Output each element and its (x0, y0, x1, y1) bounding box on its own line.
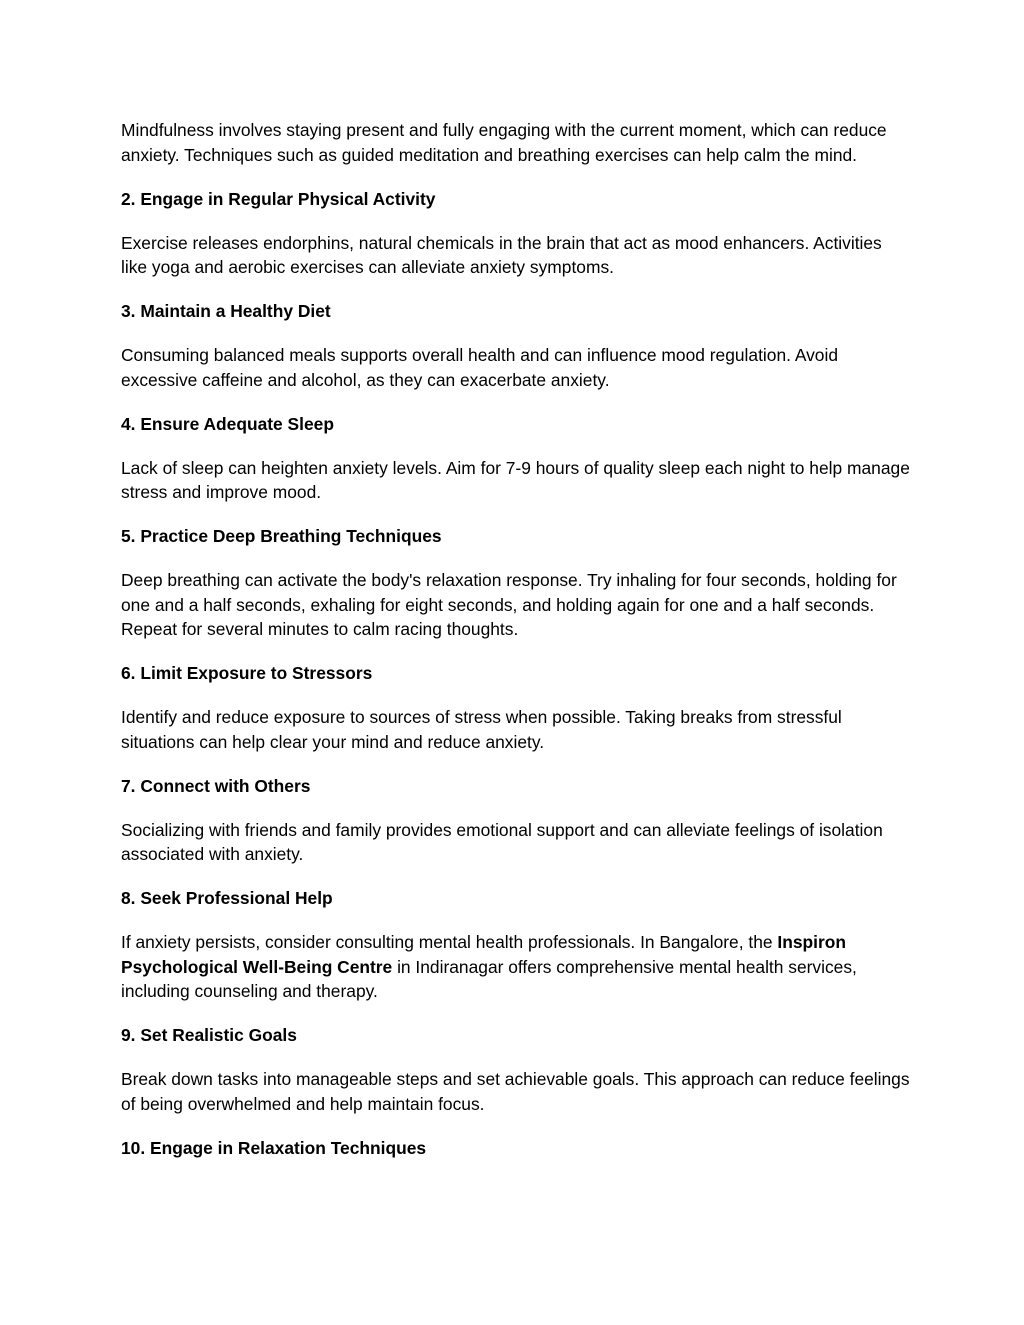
heading-healthy-diet: 3. Maintain a Healthy Diet (121, 301, 331, 321)
deep-breathing-paragraph: Deep breathing can activate the body's relaxation response. Try inhaling for four seconds, holding for one and a half seconds, exhaling for eight seconds, and holding again for one and a half seconds. Repeat for several minutes to calm racing thoughts. (121, 570, 897, 639)
professional-help-text-before: If anxiety persists, consider consulting mental health professionals. In Bangalore, the (121, 932, 778, 952)
physical-activity-paragraph: Exercise releases endorphins, natural chemicals in the brain that act as mood enhancers. Activities like yoga and aerobic exercises can alleviate anxiety symptoms. (121, 232, 882, 277)
healthy-diet-paragraph: Consuming balanced meals supports overall health and can influence mood regulation. Avoid excessive caffeine and alcohol, as they can exacerbate anxiety. (121, 345, 839, 390)
heading-professional-help: 8. Seek Professional Help (121, 888, 333, 908)
document-page (121, 118, 911, 1180)
professional-help-paragraph (121, 930, 911, 1004)
connect-others-paragraph: Socializing with friends and family provides emotional support and can alleviate feelings of isolation associated with anxiety. (121, 819, 883, 864)
heading-limit-stressors: 6. Limit Exposure to Stressors (121, 663, 373, 683)
heading-deep-breathing: 5. Practice Deep Breathing Techniques (121, 526, 442, 546)
heading-connect-others: 7. Connect with Others (121, 775, 311, 796)
heading-physical-activity: 2. Engage in Regular Physical Activity (121, 188, 436, 209)
centre-name-bold: Inspiron Psychological Well-Being Centre (121, 932, 846, 977)
limit-stressors-paragraph: Identify and reduce exposure to sources of stress when possible. Taking breaks from stressful situations can help clear your mind and reduce anxiety. (121, 707, 842, 752)
heading-relaxation-techniques: 10. Engage in Relaxation Techniques (121, 1137, 427, 1158)
mindfulness-paragraph: Mindfulness involves staying present and fully engaging with the current moment, which can reduce anxiety. Techniques such as guided meditation and breathing exercises can help calm the mind. (121, 120, 887, 165)
heading-adequate-sleep: 4. Ensure Adequate Sleep (121, 413, 334, 434)
professional-help-text-after: in Indiranagar offers comprehensive mental health services, including counseling and therapy. (121, 956, 857, 1001)
adequate-sleep-paragraph: Lack of sleep can heighten anxiety levels. Aim for 7-9 hours of quality sleep each night to help manage stress and improve mood. (121, 457, 910, 502)
heading-realistic-goals: 9. Set Realistic Goals (121, 1025, 297, 1045)
realistic-goals-paragraph: Break down tasks into manageable steps and set achievable goals. This approach can reduce feelings of being overwhelmed and help maintain focus. (121, 1069, 910, 1114)
